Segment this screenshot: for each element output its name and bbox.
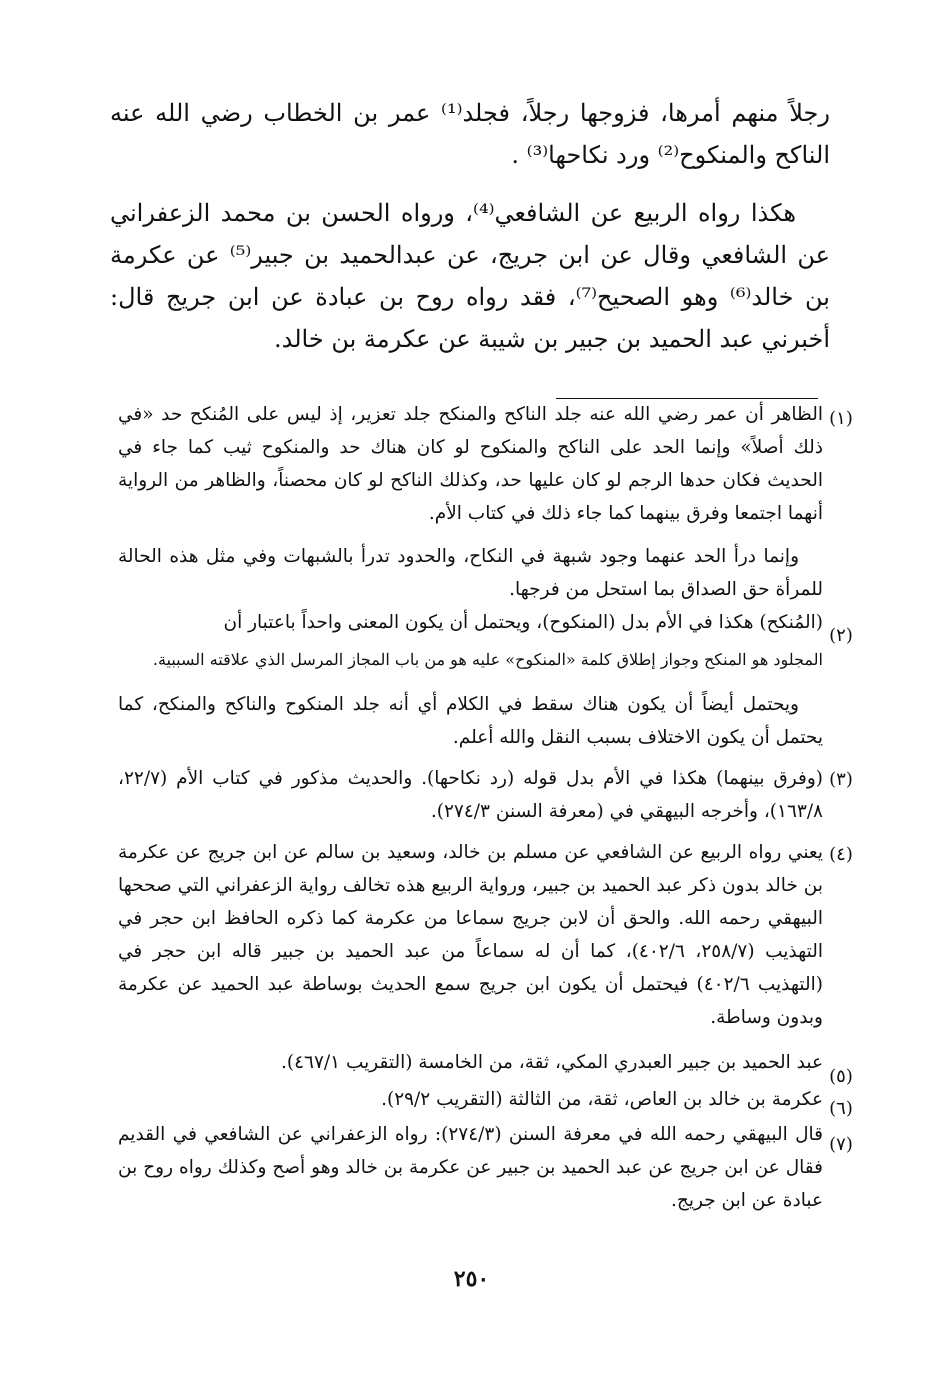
page-number: ٢٥٠ <box>453 1266 490 1292</box>
footnote-3-text: (وفرق بينهما) هكذا في الأم بدل قوله (رد نكاحها). والحديث مذكور في كتاب الأم (٢٢/٧، ١٦٣/٨)، وأخرجه البيهقي في (معرفة السنن ٢٧٤/٣). <box>118 768 823 822</box>
footnote-4-text: يعني رواه الربيع عن الشافعي عن مسلم بن خالد، وسعيد بن سالم عن ابن جريج عن عكرمة بن خالد بدون ذكر عبد الحميد بن جبير، ورواية الربيع هذه تخالف رواية الزعفراني التي صححها البيهقي رحمه الله. والحق أن لابن جريج سماعا من عكرمة كما ذكره الحافظ ابن حجر في التهذيب (٢٥٨/٧، ٤٠٢/٦)، كما أن له سماعاً من عبد الحميد بن جبير قاله ابن حجر في (التهذيب ٤٠٢/٦) فيحتمل أن يكون ابن جريج سمع الحديث بوساطة عبد الحميد عن عكرمة وبدون وساطة. <box>118 842 823 1028</box>
footnote-5-text: عبد الحميد بن جبير العبدري المكي، ثقة، من الخامسة (التقريب ٤٦٧/١). <box>281 1052 823 1073</box>
footnote-2-line-2: المجلود هو المنكح وجواز إطلاق كلمة «المنكوح» عليه هو من باب المجاز المرسل الذي علاقته السببية. <box>152 650 823 669</box>
footnote-2-text: (المُنكح) هكذا في الأم بدل (المنكوح)، ويحتمل أن يكون المعنى واحداً باعتبار أن <box>223 612 823 633</box>
footnote-6-number: (٦) <box>829 1098 853 1119</box>
footnote-1-number: (١) <box>829 408 853 429</box>
footnote-4-number: (٤) <box>829 844 853 865</box>
footnote-7-text: قال البيهقي رحمه الله في معرفة السنن (٢٧٤/٣): رواه الزعفراني عن الشافعي في القديم فقال عن ابن جريج عن عبد الحميد بن جبير عن عكرمة بن خالد وهو أصح وكذلك رواه روح بن عبادة عن ابن جريج. <box>118 1124 823 1211</box>
footnote-2-number: (٢) <box>829 625 853 646</box>
footnote-7-number: (٧) <box>829 1134 853 1155</box>
footnote-1-text: الظاهر أن عمر رضي الله عنه جلد الناكح والمنكح جلد تعزير، إذ ليس على المُنكح حد «في ذلك أصلاً» وإنما الحد على الناكح والمنكوح لو كان هناك حد والمنكوح ثيب كما جاء في الحديث فكان حدها الرجم لو كان عليها حد، وكذلك الناكح لو كان محصناً، والظاهر من الرواية أنهما اجتمعا وفرق بينهما كما جاء ذلك في كتاب الأم. <box>118 404 823 524</box>
footnote-2-continuation: ويحتمل أيضاً أن يكون هناك سقط في الكلام أي أنه جلد المنكوح والناكح والمنكح، كما يحتمل أن يكون الاختلاف بسبب النقل والله أعلم. <box>118 694 823 748</box>
footnote-5-number: (٥) <box>829 1066 853 1087</box>
paragraph-2: هكذا رواه الربيع عن الشافعي⁽⁴⁾، ورواه الحسن بن محمد الزعفراني عن الشافعي وقال عن ابن جريج، عن عبدالحميد بن جبير⁽⁵⁾ عن عكرمة بن خالد⁽⁶⁾ وهو الصحيح⁽⁷⁾، فقد رواه روح بن عبادة عن ابن جريج قال: أخبرني عبد الحميد بن جبير بن شيبة عن عكرمة بن خالد. <box>110 199 830 353</box>
paragraph-1: رجلاً منهم أمرها، فزوجها رجلاً، فجلد⁽¹⁾ عمر بن الخطاب رضي الله عنه الناكح والمنكوح⁽²⁾ ورد نكاحها⁽³⁾ . <box>110 99 830 169</box>
footnote-3-number: (٣) <box>829 769 853 790</box>
footnote-6-text: عكرمة بن خالد بن العاص، ثقة، من الثالثة (التقريب ٢٩/٢). <box>381 1089 823 1110</box>
footnote-1-continuation: وإنما درأ الحد عنهما وجود شبهة في النكاح، والحدود تدرأ بالشبهات وفي مثل هذه الحالة للمرأة حق الصداق بما استحل من فرجها. <box>118 546 823 600</box>
